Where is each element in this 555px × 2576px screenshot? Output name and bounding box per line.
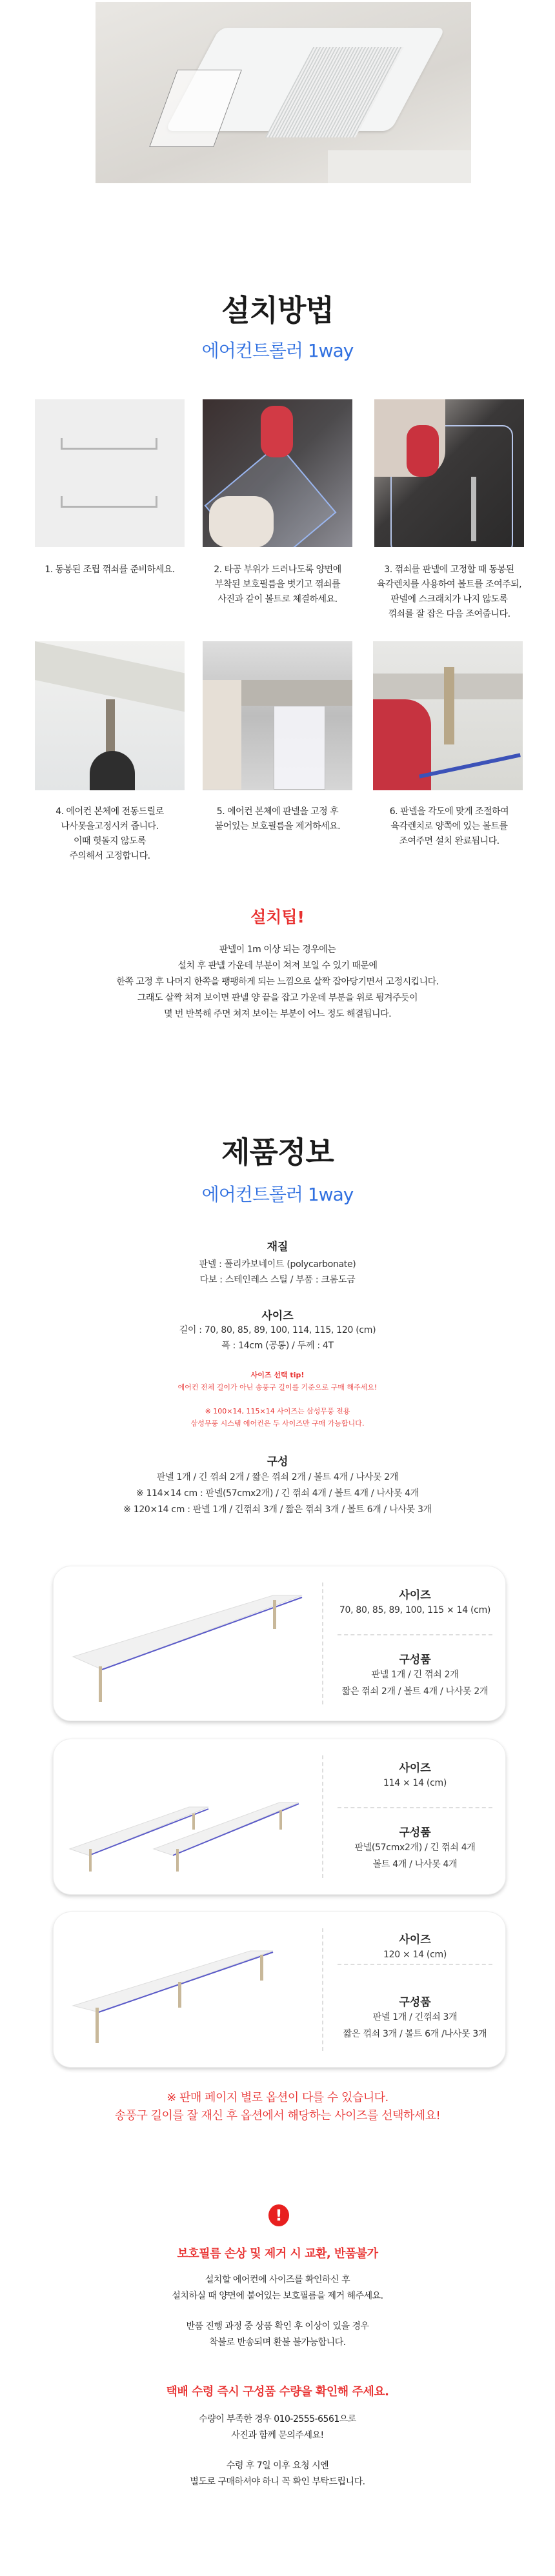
card-parts-line: 볼트 4개 / 나사못 4개 — [372, 1859, 458, 1870]
step-6-photo — [373, 641, 523, 790]
tip-line: 판넬이 1m 이상 되는 경우에는 — [219, 944, 336, 955]
step-2-caption — [194, 563, 361, 607]
caption-line: 4. 에어컨 본체에 전동드릴로 — [56, 806, 164, 817]
warning-line: 설치할 에어컨에 사이즈를 확인하신 후 — [205, 2275, 350, 2285]
delivery-body-2 — [0, 2458, 555, 2490]
step-1-photo — [35, 399, 185, 547]
card-size-heading: 사이즈 — [399, 1762, 431, 1775]
option-note-line: ※ 판매 페이지 별로 옵션이 다를 수 있습니다. — [166, 2091, 388, 2104]
card-parts-heading: 구성품 — [399, 1826, 431, 1839]
panel-illustration — [60, 1579, 318, 1708]
exclamation-icon: ! — [268, 2204, 289, 2226]
card-parts-line: 판넬 1개 / 긴꺾쇠 3개 — [372, 2012, 458, 2022]
delivery-line: 수령 후 7일 이후 요청 시엔 — [226, 2461, 329, 2471]
tip-line: 설치 후 판넬 가운데 부분이 쳐져 보일 수 있기 때문에 — [177, 961, 378, 971]
delivery-body-1 — [0, 2411, 555, 2444]
delivery-line: 수량이 부족한 경우 010-2555-6561으로 — [199, 2414, 356, 2424]
delivery-heading: 택배 수령 즉시 구성품 수량을 확인해 주세요. — [166, 2385, 389, 2399]
card-separator — [338, 1807, 492, 1808]
card-divider — [322, 1583, 323, 1704]
spec-line: ※ 114×14 cm : 판넬(57cmx2개) / 긴 꺾쇠 4개 / 볼트 4개 / 나사못 4개 — [136, 1488, 419, 1499]
caption-line: 붙어있는 보호필름을 제거하세요. — [214, 821, 341, 832]
product-subtitle: 에어컨트롤러 1way — [201, 1184, 354, 1205]
composition-lines — [0, 1470, 555, 1518]
warning-heading: 보호필름 손상 및 제거 시 교환, 반품불가 — [177, 2247, 378, 2261]
caption-line: 5. 에어컨 본체에 판넬을 고정 후 — [216, 806, 339, 817]
caption-line: 3. 꺾쇠를 판넬에 고정할 때 동봉된 — [384, 564, 514, 575]
step-5-photo — [203, 641, 352, 790]
warning-body-2 — [0, 2319, 555, 2351]
option-card-120 — [53, 1912, 506, 2068]
card-divider — [322, 1755, 323, 1878]
step-5-caption — [194, 804, 361, 834]
spec-line: 다보 : 스테인레스 스틸 / 부품 : 크롬도금 — [199, 1275, 356, 1285]
step-3-caption — [361, 563, 537, 622]
card-size-value: 114 × 14 (cm) — [383, 1778, 447, 1788]
spec-line: 판넬 : 폴리카보네이트 (polycarbonate) — [199, 1259, 356, 1270]
caption-line: 1. 동봉된 조립 꺾쇠를 준비하세요. — [45, 564, 175, 575]
step-4-photo — [35, 641, 185, 790]
hero-photo-ceiling-aircon — [96, 2, 471, 183]
card-parts-line: 판넬 1개 / 긴 꺾쇠 2개 — [371, 1670, 459, 1680]
step-2-photo — [203, 399, 352, 547]
card-parts-line: 판넬(57cmx2개) / 긴 꺾쇠 4개 — [354, 1842, 476, 1853]
spec-line: 폭 : 14cm (공통) / 두께 : 4T — [221, 1341, 334, 1351]
option-note — [0, 2089, 555, 2125]
panel-illustration — [60, 1925, 318, 2061]
card-parts-heading: 구성품 — [399, 1996, 431, 2009]
spec-line: 판넬 1개 / 긴 꺾쇠 2개 / 짧은 꺾쇠 2개 / 볼트 4개 / 나사못 2개 — [156, 1472, 399, 1483]
card-parts-heading: 구성품 — [399, 1653, 431, 1666]
caption-line: 육각렌치로 양쪽에 있는 볼트를 — [390, 821, 508, 832]
samsung-note — [0, 1405, 555, 1430]
size-tip-title: 사이즈 선택 tip! — [250, 1371, 305, 1379]
caption-line: 2. 타공 부위가 드러나도록 양면에 — [214, 564, 341, 575]
delivery-line: 사진과 함께 문의주세요! — [231, 2430, 324, 2441]
tip-title: 설치팁! — [250, 908, 305, 926]
material-lines — [0, 1257, 555, 1288]
card-separator — [338, 1964, 492, 1965]
step-3-photo — [374, 399, 524, 547]
option-card-standard — [53, 1566, 506, 1721]
samsung-note-line: ※ 100×14, 115×14 사이즈는 삼성무풍 전용 — [205, 1407, 350, 1415]
tip-line: 한쪽 고정 후 나머지 한쪽을 팽팽하게 되는 느낌으로 살짝 잡아당기면서 고정시킵니다. — [116, 977, 439, 987]
caption-line: 사진과 같이 볼트로 체결하세요. — [217, 594, 338, 604]
card-size-value: 70, 80, 85, 89, 100, 115 × 14 (cm) — [339, 1605, 491, 1615]
material-heading: 재질 — [267, 1241, 288, 1253]
step-1-caption — [26, 563, 194, 577]
caption-line: 부착된 보호필름을 벗기고 꺾쇠를 — [214, 579, 341, 590]
size-lines — [0, 1323, 555, 1353]
product-title: 제품정보 — [221, 1135, 334, 1170]
card-size-value: 120 × 14 (cm) — [383, 1950, 447, 1960]
spec-line: ※ 120×14 cm : 판넬 1개 / 긴꺾쇠 3개 / 짧은 꺾쇠 3개 / 볼트 6개 / 나사못 3개 — [123, 1504, 432, 1515]
caption-line: 육각렌치를 사용하여 볼트를 조여주되, — [376, 579, 522, 590]
size-heading: 사이즈 — [261, 1310, 294, 1323]
spec-line: 길이 : 70, 80, 85, 89, 100, 114, 115, 120 (cm) — [179, 1325, 376, 1335]
warning-line: 착불로 반송되며 환불 불가능합니다. — [209, 2337, 346, 2348]
size-tip-line: 에어컨 전체 길이가 아닌 송풍구 길이를 기준으로 구매 해주세요! — [177, 1383, 378, 1392]
caption-line: 나사못을고정시켜 줍니다. — [61, 821, 159, 832]
caption-line: 이때 헛돌지 않도록 — [73, 836, 146, 846]
caption-line: 꺾쇠를 잘 잡은 다음 조여줍니다. — [388, 609, 510, 619]
warning-body-1 — [0, 2272, 555, 2304]
caption-line: 6. 판넬을 각도에 맞게 조절하여 — [389, 806, 509, 817]
tip-line: 그래도 살짝 쳐져 보이면 판넬 양 끝을 잡고 가운데 부분을 위로 튕겨주듯이 — [137, 993, 418, 1003]
panel-illustration — [60, 1752, 318, 1888]
option-card-114 — [53, 1739, 506, 1895]
composition-heading: 구성 — [267, 1455, 288, 1468]
samsung-note-line: 삼성무풍 시스템 에어컨은 두 사이즈만 구매 가능합니다. — [190, 1419, 365, 1428]
card-divider — [322, 1928, 323, 2051]
caption-line: 주의해서 고정합니다. — [69, 851, 150, 861]
tip-body — [0, 942, 555, 1023]
option-note-line: 송풍구 길이를 잘 재신 후 옵션에서 해당하는 사이즈를 선택하세요! — [114, 2109, 441, 2122]
step-6-caption — [361, 804, 537, 849]
warning-line: 반품 진행 과정 중 상품 확인 후 이상이 있을 경우 — [186, 2321, 369, 2331]
card-size-heading: 사이즈 — [399, 1589, 431, 1602]
warning-line: 설치하실 때 양면에 붙어있는 보호필름을 제거 해주세요. — [172, 2291, 383, 2301]
delivery-line: 별도로 구매하셔야 하니 꼭 확인 부탁드립니다. — [190, 2477, 365, 2487]
caption-line: 조여주면 설치 완료됩니다. — [399, 836, 500, 846]
card-separator — [338, 1634, 492, 1635]
card-size-heading: 사이즈 — [399, 1933, 431, 1946]
size-tip — [0, 1369, 555, 1393]
step-4-caption — [26, 804, 194, 864]
install-title: 설치방법 — [221, 293, 334, 328]
card-parts-line: 짧은 꺾쇠 2개 / 볼트 4개 / 나사못 2개 — [341, 1686, 489, 1697]
caption-line: 판넬에 스크래치가 나지 않도록 — [390, 594, 508, 604]
tip-line: 몇 번 반복해 주면 쳐져 보이는 부분이 어느 정도 해결됩니다. — [163, 1009, 392, 1019]
card-parts-line: 짧은 꺾쇠 3개 / 볼트 6개 /나사못 3개 — [343, 2029, 487, 2039]
install-subtitle: 에어컨트롤러 1way — [201, 340, 354, 361]
